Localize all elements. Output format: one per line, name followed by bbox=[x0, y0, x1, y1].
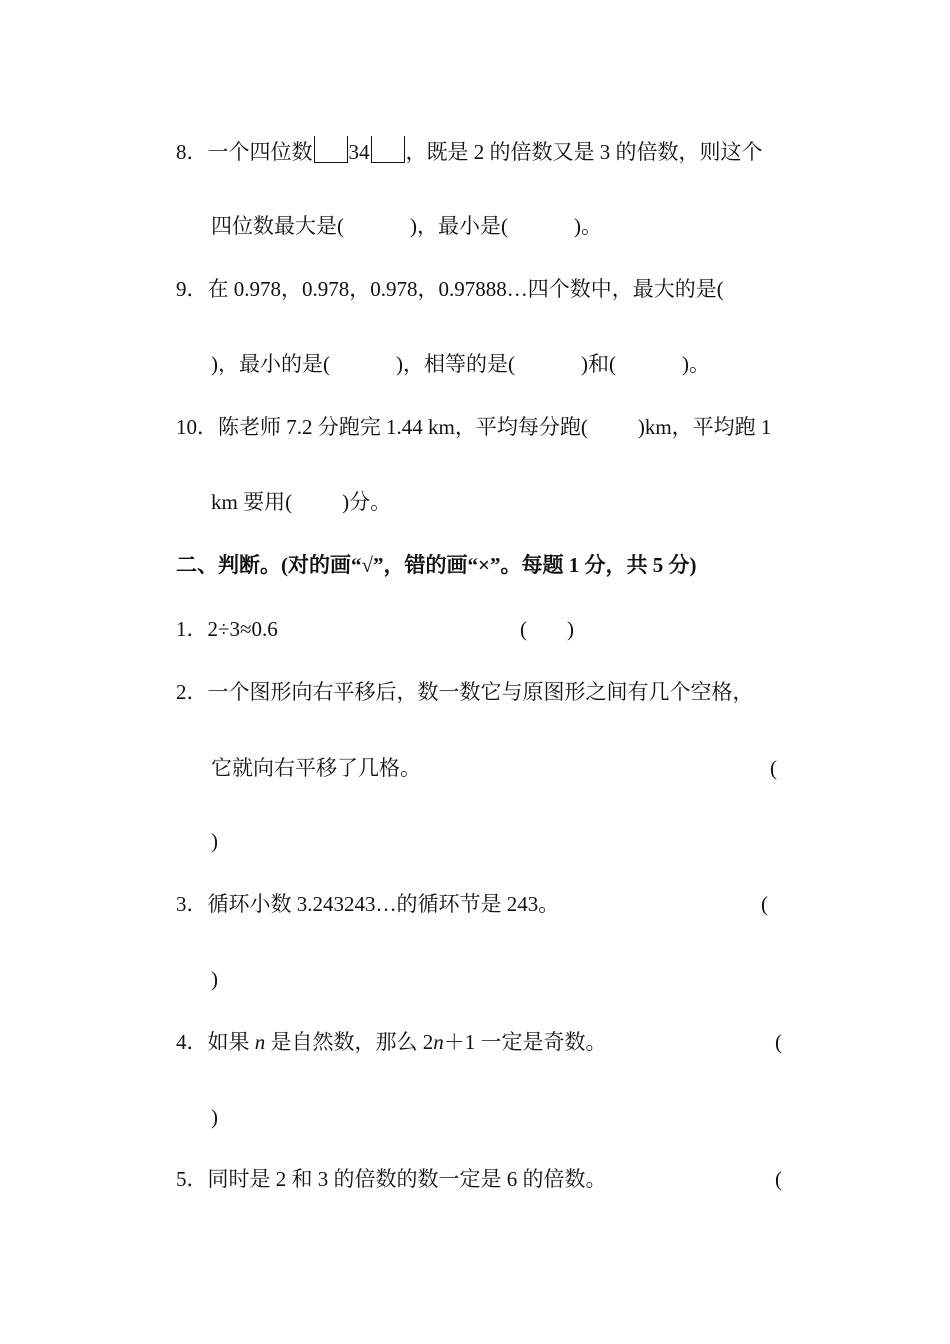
judgement-4-line bbox=[176, 1028, 607, 1056]
question-number: 2． bbox=[176, 680, 208, 704]
question-8-line-1 bbox=[176, 136, 763, 166]
answer-paren-open[interactable]: ( bbox=[775, 1167, 782, 1191]
answer-paren-close: ) bbox=[211, 829, 218, 853]
answer-paren-close: ) bbox=[211, 1105, 218, 1129]
question-text: 同时是 2 和 3 的倍数的数一定是 6 的倍数。 bbox=[207, 1167, 607, 1191]
question-number: 10． bbox=[176, 415, 218, 439]
paren-close: ) bbox=[567, 617, 574, 641]
question-8-line-2 bbox=[211, 212, 602, 240]
question-text: 2÷3≈0.6 bbox=[207, 617, 278, 641]
question-10-line-1 bbox=[176, 413, 771, 441]
question-text: )分。 bbox=[342, 490, 392, 514]
answer-paren[interactable] bbox=[520, 615, 574, 643]
question-text: )。 bbox=[574, 214, 602, 238]
judgement-1-line bbox=[176, 615, 278, 643]
question-text: )和( bbox=[581, 352, 616, 376]
question-text: 四位数最大是( bbox=[211, 214, 344, 238]
question-9-line-2 bbox=[211, 350, 710, 378]
question-text: )。 bbox=[682, 352, 710, 376]
section-heading: 二、判断。(对的画“√”，错的画“×”。每题 1 分，共 5 分) bbox=[176, 553, 697, 577]
judgement-3-line bbox=[176, 890, 559, 918]
question-text: 一个图形向右平移后，数一数它与原图形之间有几个空格， bbox=[207, 680, 754, 704]
question-number: 8． bbox=[176, 140, 208, 164]
question-number: 1． bbox=[176, 617, 208, 641]
question-text: ，既是 2 的倍数又是 3 的倍数，则这个 bbox=[405, 140, 763, 164]
answer-paren-open[interactable]: ( bbox=[770, 756, 777, 780]
digit-blank-box[interactable] bbox=[371, 136, 405, 163]
question-text: 一个四位数 bbox=[207, 140, 313, 164]
question-text: )，最小的是( bbox=[211, 352, 330, 376]
judgement-2-line-2: 它就向右平移了几格。 bbox=[211, 756, 421, 780]
question-number: 5． bbox=[176, 1167, 208, 1191]
paren-open: ( bbox=[520, 617, 527, 641]
digit-blank-box[interactable] bbox=[314, 136, 348, 163]
question-text: 陈老师 7.2 分跑完 1.44 km，平均每分跑( bbox=[218, 415, 588, 439]
question-number: 3． bbox=[176, 892, 208, 916]
answer-paren-open[interactable]: ( bbox=[761, 892, 768, 916]
judgement-2-line-1 bbox=[176, 678, 754, 706]
question-number: 4． bbox=[176, 1030, 208, 1054]
variable-n: n bbox=[433, 1030, 444, 1054]
question-text: 在 0.978，0.978，0.978，0.97888…四个数中，最大的是( bbox=[207, 277, 724, 301]
question-text: 34 bbox=[348, 140, 370, 164]
question-10-line-2 bbox=[211, 488, 391, 516]
answer-paren-open[interactable]: ( bbox=[775, 1030, 782, 1054]
question-text: )，最小是( bbox=[410, 214, 508, 238]
judgement-5-line bbox=[176, 1165, 607, 1193]
question-9-line-1 bbox=[176, 275, 724, 303]
question-text: 如果 bbox=[207, 1030, 255, 1054]
question-text: 是自然数，那么 2 bbox=[265, 1030, 434, 1054]
question-text: )km，平均跑 1 bbox=[637, 415, 772, 439]
answer-paren-close: ) bbox=[211, 967, 218, 991]
question-text: km 要用( bbox=[211, 490, 293, 514]
question-number: 9． bbox=[176, 277, 208, 301]
question-text: 循环小数 3.243243…的循环节是 243。 bbox=[207, 892, 560, 916]
question-text: )，相等的是( bbox=[396, 352, 515, 376]
question-text: ＋1 一定是奇数。 bbox=[443, 1030, 607, 1054]
variable-n: n bbox=[254, 1030, 266, 1054]
